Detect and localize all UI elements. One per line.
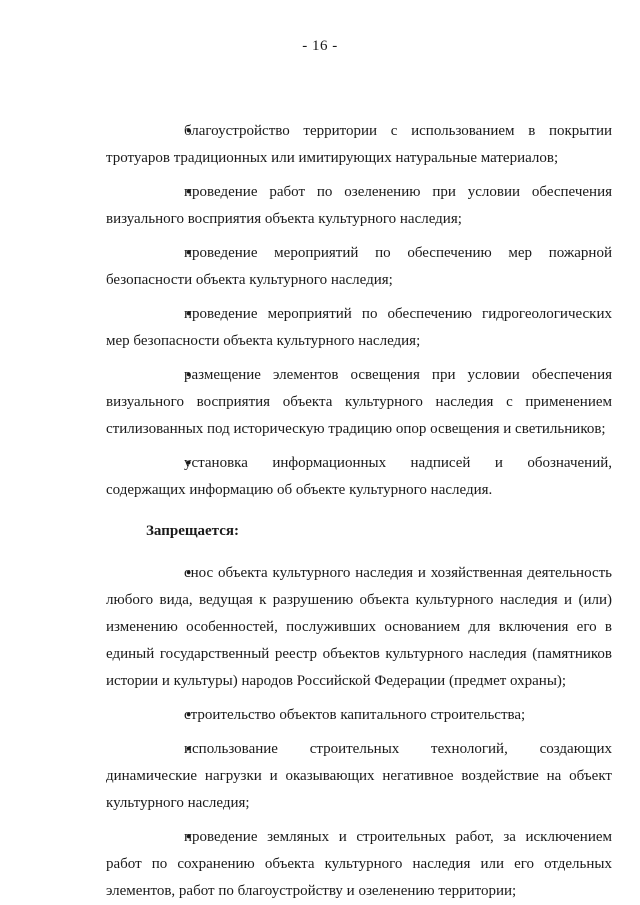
- section-heading: Запрещается:: [146, 523, 240, 539]
- list-item: ● размещение элементов освещения при условии обеспечения визуального восприятия объекта культурного наследия с применением стилизованных под историческую традицию опор освещения и светильников;: [106, 361, 612, 443]
- list-item: ● проведение работ по озеленению при условии обеспечения визуального восприятия объекта культурного наследия;: [106, 178, 612, 233]
- list-item: ● снос объекта культурного наследия и хозяйственная деятельность любого вида, ведущая к разрушению объекта культурного наследия и (или) изменению особенностей, послуживших основанием для включения его в единый государственный реестр объектов культурного наследия (памятников истории и культуры) народов Российской Федерации (предмет охраны);: [106, 559, 612, 695]
- list-item: ● проведение мероприятий по обеспечению гидрогеологических мер безопасности объекта культурного наследия;: [106, 300, 612, 355]
- page-number: - 16 -: [302, 38, 338, 54]
- list-item: ● использование строительных технологий, создающих динамические нагрузки и оказывающих негативное воздействие на объект культурного наследия;: [106, 735, 612, 817]
- list-item: ● установка информационных надписей и обозначений, содержащих информацию об объекте культурного наследия.: [106, 449, 612, 504]
- list-item: ● благоустройство территории с использованием в покрытии тротуаров традиционных или имитирующих натуральные материалов;: [106, 117, 612, 172]
- document-body: [106, 117, 612, 905]
- list-item: ● проведение мероприятий по обеспечению мер пожарной безопасности объекта культурного наследия;: [106, 239, 612, 294]
- list-item: ● строительство объектов капитального строительства;: [106, 701, 612, 729]
- list-item: ● проведение земляных и строительных работ, за исключением работ по сохранению объекта культурного наследия или его отдельных элементов, работ по благоустройству и озеленению территории;: [106, 823, 612, 905]
